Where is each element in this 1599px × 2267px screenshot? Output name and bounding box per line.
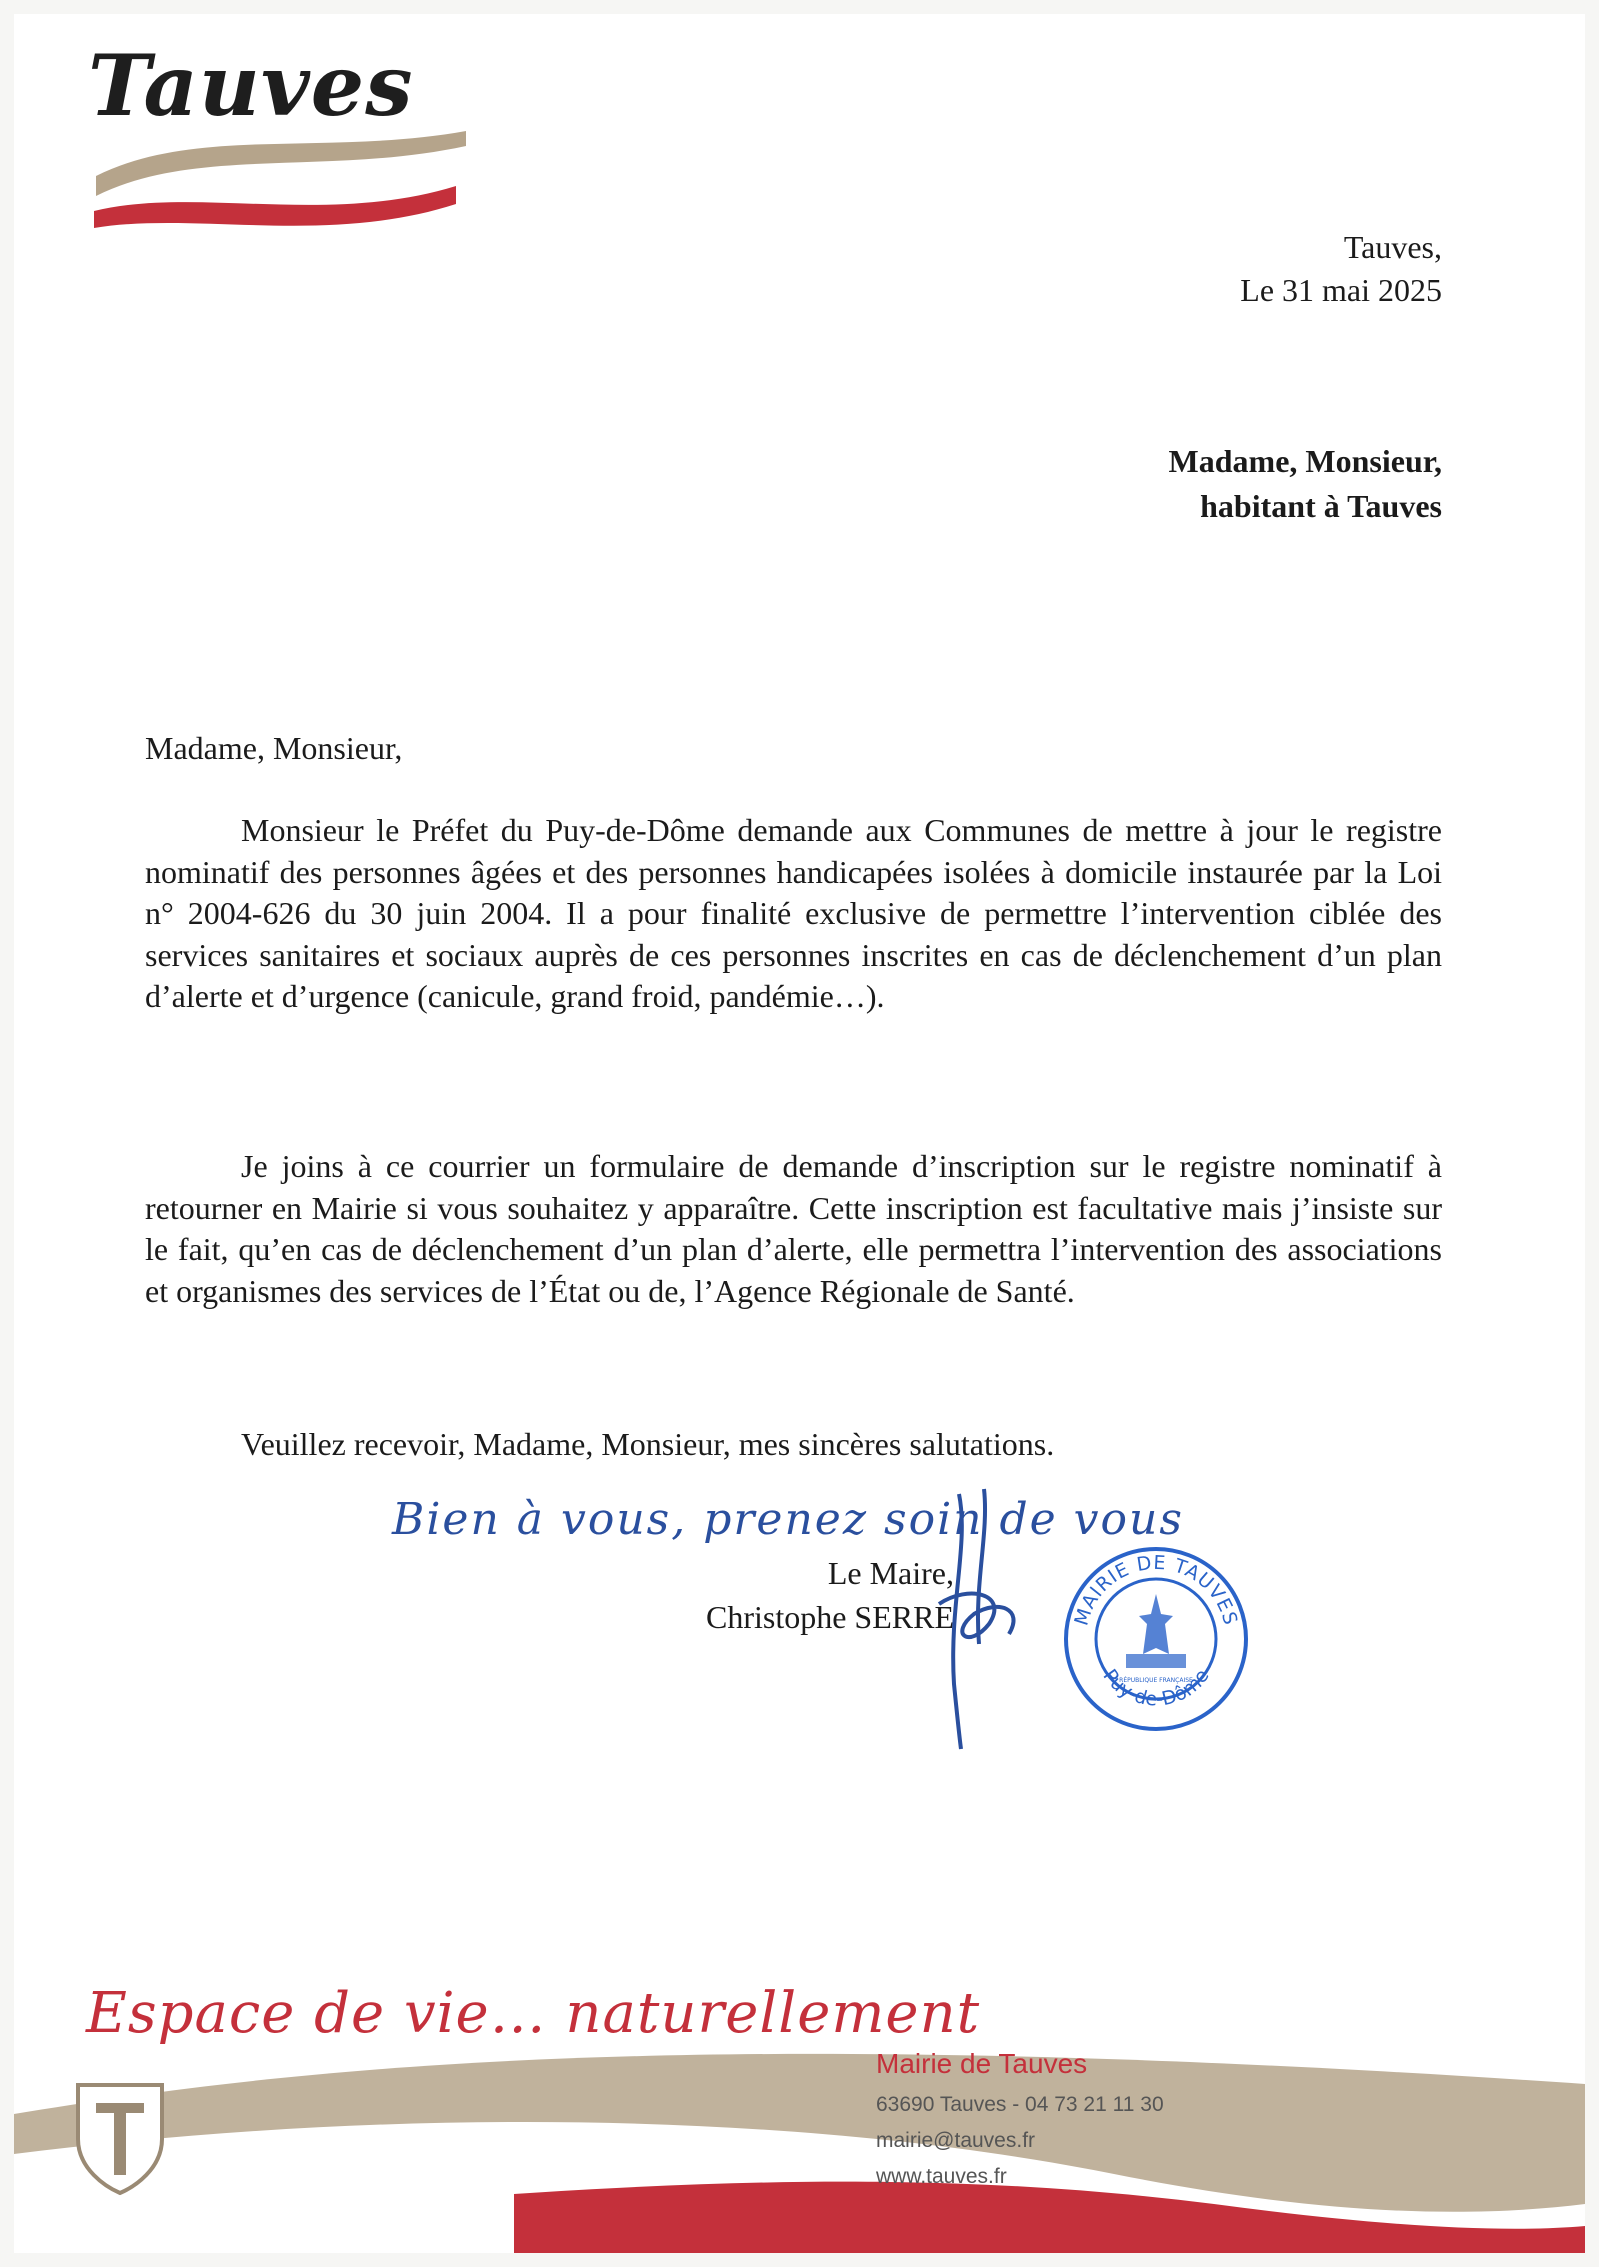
recipient-line-2: habitant à Tauves [1200,488,1442,524]
signatory-title: Le Maire, [827,1555,954,1591]
closing: Veuillez recevoir, Madame, Monsieur, mes sincères salutations. [241,1426,1055,1462]
stamp-top-text: MAIRIE DE TAUVES [1070,1551,1242,1629]
recipient [1169,439,1442,529]
footer-slogan: Espace de vie… naturellement [86,1981,981,2046]
place: Tauves, [1343,229,1442,265]
svg-text:Puy-de-Dôme [1098,1665,1213,1710]
footer-contact [876,2041,1164,2195]
mairie-stamp-icon [1061,1544,1251,1734]
stamp-small-text: RÉPUBLIQUE FRANÇAISE [1119,1677,1193,1684]
date: Le 31 mai 2025 [1240,272,1442,308]
signatory-name: Christophe SERRE [705,1599,954,1635]
address-phone: 63690 Tauves - 04 73 21 11 30 [876,2093,1164,2116]
paragraph-2: Je joins à ce courrier un formulaire de demande d’inscription sur le registre nominatif à retourner en Mairie si vous souhaitez y apparaître. Cette inscription est facultative mais j’insiste sur le fait, qu’en cas de déclenchement d’un plan d’alerte, elle permettra l’intervention des associations et organismes des services de l’État ou de, l’Agence Régionale de Santé. [145,1148,1442,1309]
place-date [1240,226,1442,312]
signature-block [624,1551,954,1639]
stamp-bottom-text: Puy-de-Dôme [1098,1665,1214,1711]
tauves-logo [76,36,476,236]
signature-icon [929,1484,1039,1754]
letter-page [14,14,1585,2253]
salutation: Madame, Monsieur, [145,730,403,766]
handwritten-note: Bien à vous, prenez soin de vous [392,1494,1184,1545]
email-link[interactable]: mairie@tauves.fr [876,2129,1036,2152]
paragraph-1: Monsieur le Préfet du Puy-de-Dôme demande aux Communes de mettre à jour le registre nominatif des personnes âgées et des personnes handicapées isolées à domicile instaurée par la Loi n° 2004-626 du 30 juin 2004. Il a pour finalité exclusive de permettre l’intervention ciblée des services sanitaires et sociaux auprès de ces personnes inscrites en cas de déclenchement d’un plan d’alerte et d’urgence (canicule, grand froid, pandémie…). [145,812,1442,1015]
website-link[interactable]: www.tauves.fr [876,2165,1007,2188]
logo-wordmark: Tauves [88,36,414,135]
org-name: Mairie de Tauves [876,2048,1088,2079]
recipient-line-1: Madame, Monsieur, [1168,443,1442,479]
crest-icon [74,2079,166,2197]
